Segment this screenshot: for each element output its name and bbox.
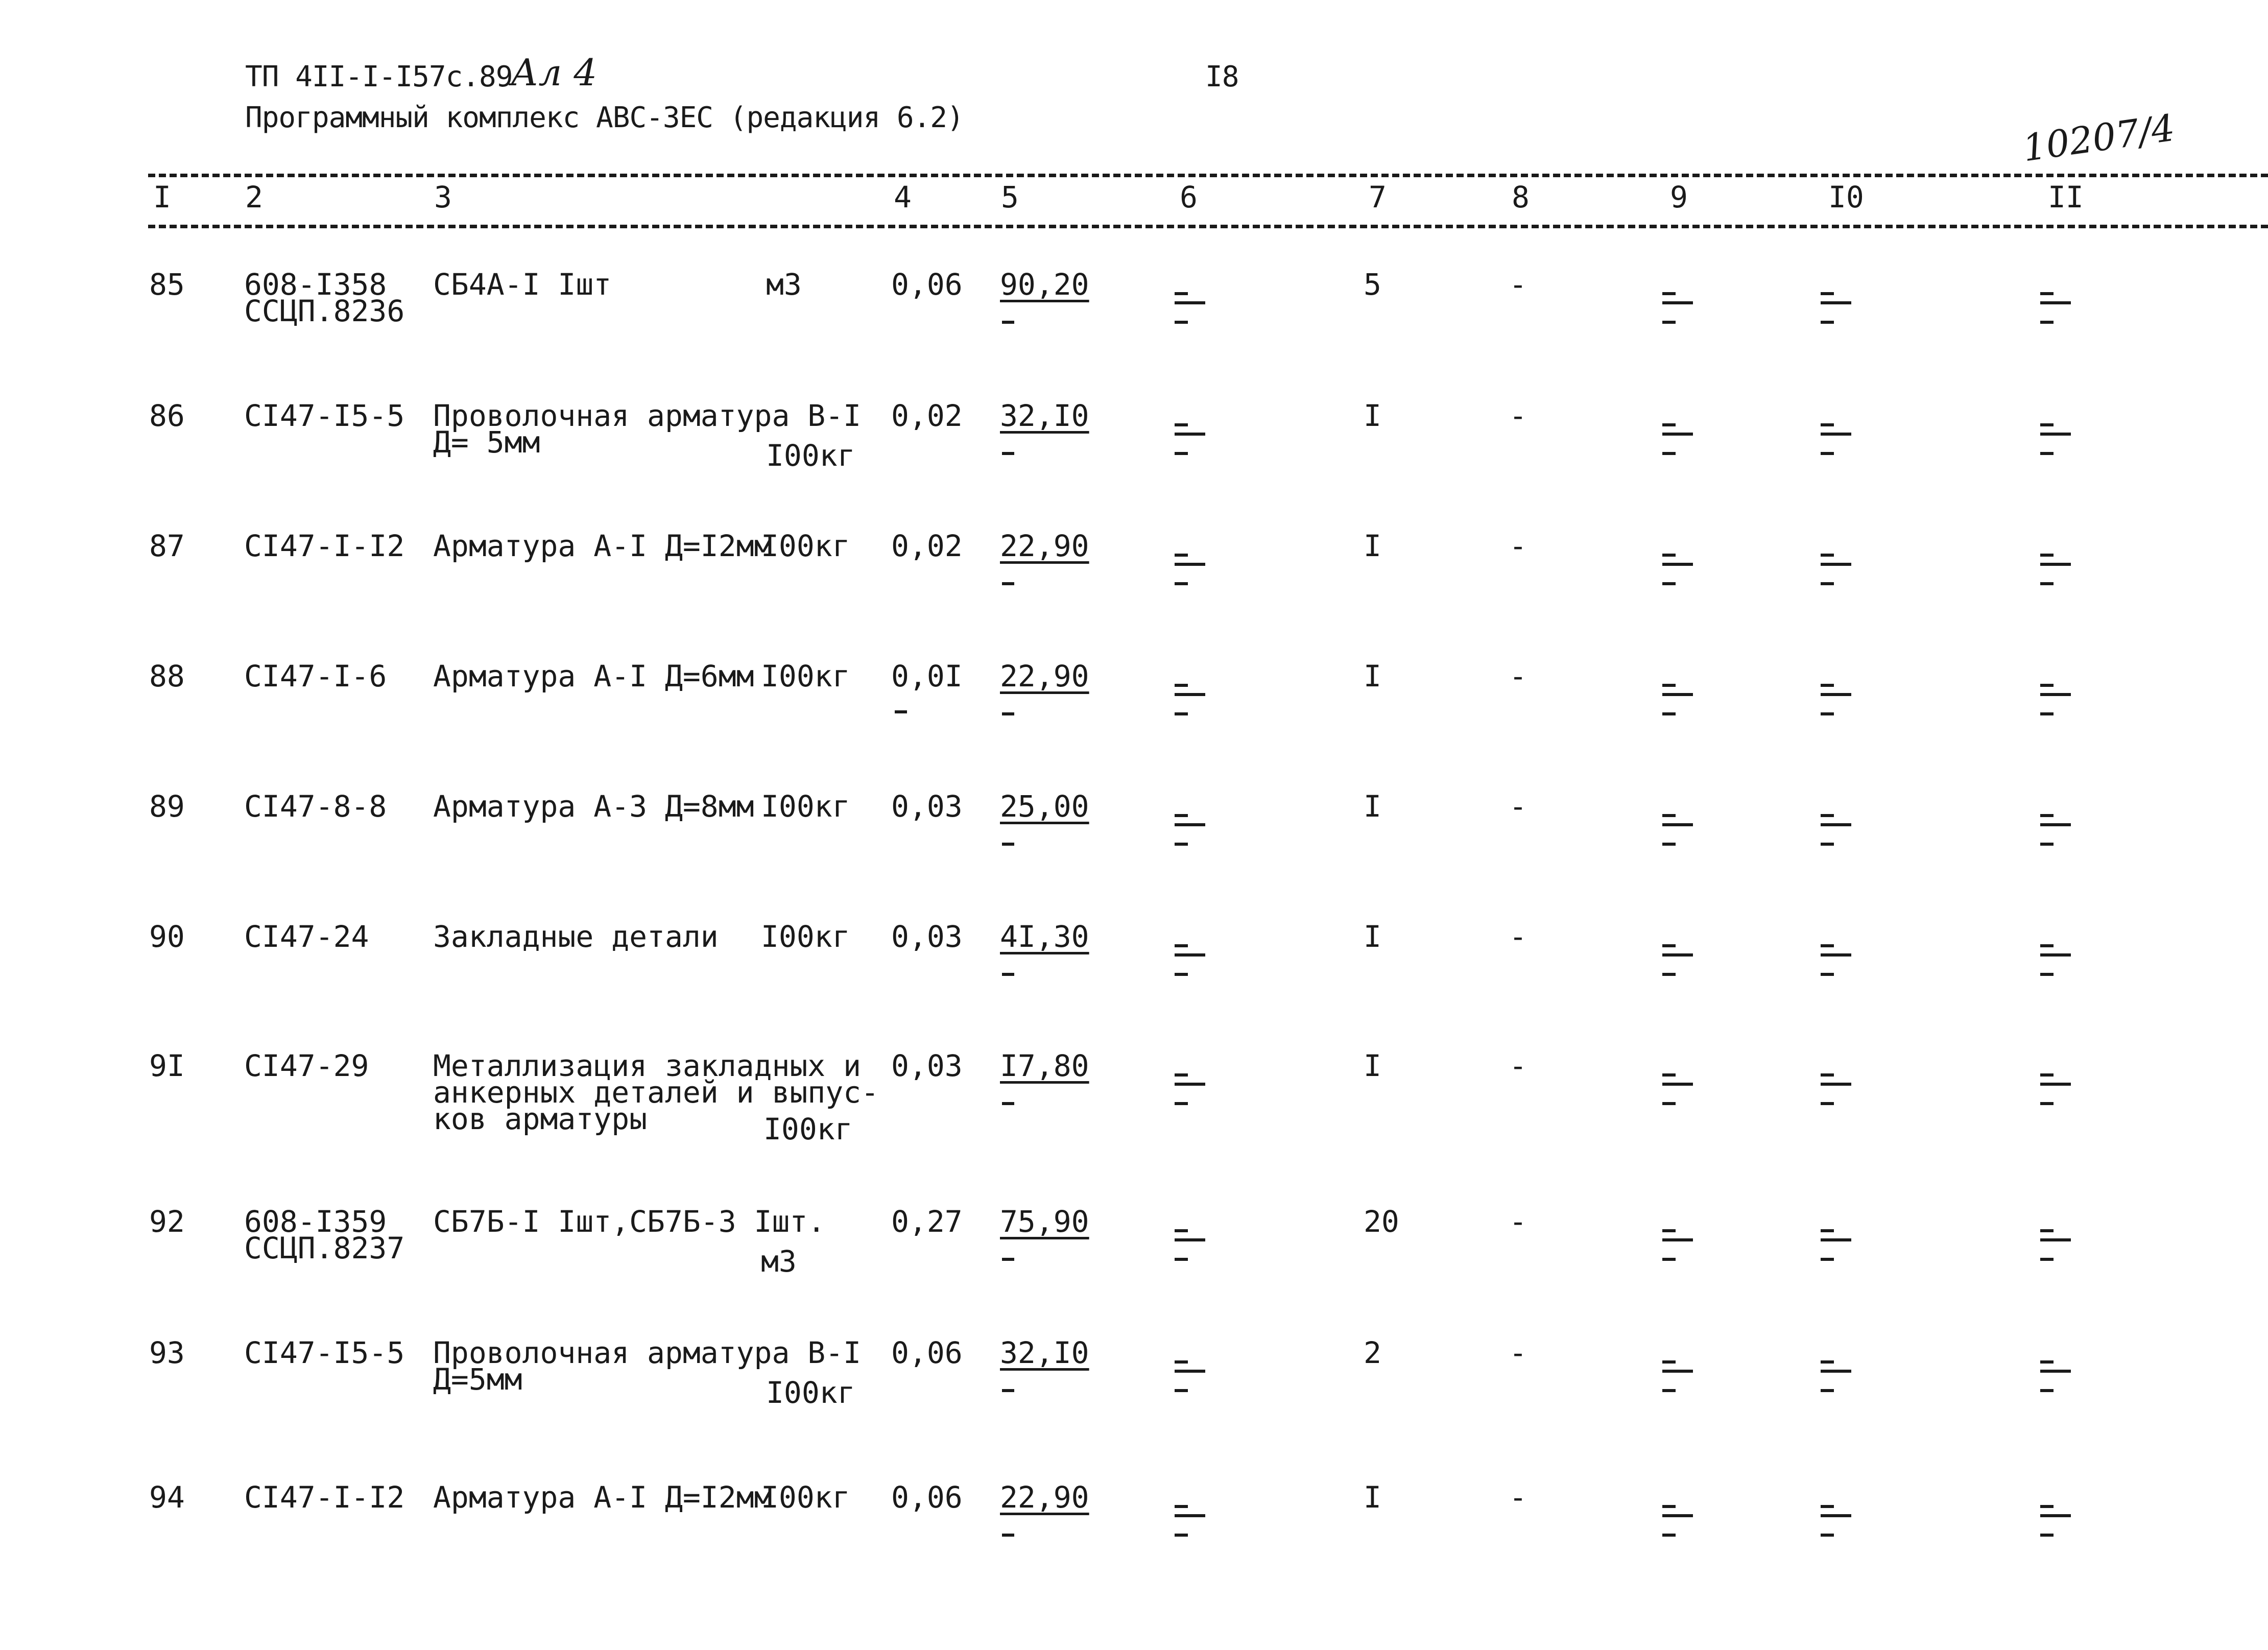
col11-dash-top xyxy=(2040,292,2054,295)
unit-price: 90,20 xyxy=(1000,267,1089,302)
col7-value: I xyxy=(1364,529,1381,563)
column-number: I0 xyxy=(1828,180,1864,214)
col6-dash-top xyxy=(1175,944,1188,947)
col10-underline xyxy=(1821,1238,1851,1241)
unit-of-measure: I00кг xyxy=(766,1375,855,1410)
col6-underline xyxy=(1175,1083,1205,1086)
col10-dash-bottom xyxy=(1821,973,1834,976)
col9-dash-bottom xyxy=(1662,712,1676,715)
col10-underline xyxy=(1821,301,1851,304)
price-sub-dash xyxy=(1002,1258,1014,1261)
work-description: Металлизация закладных и xyxy=(433,1048,862,1083)
col10-underline xyxy=(1821,1083,1851,1086)
col9-dash-top xyxy=(1662,554,1676,557)
col11-dash-top xyxy=(2040,1073,2054,1077)
unit-of-measure: I00кг xyxy=(766,438,855,473)
col9-underline xyxy=(1662,693,1693,696)
col10-dash-bottom xyxy=(1821,712,1834,715)
norm-code: СI47-I-I2 xyxy=(244,529,405,563)
norm-code: СI47-8-8 xyxy=(244,789,387,824)
col6-dash-top xyxy=(1175,292,1188,295)
work-description: Арматура А-I Д=6мм xyxy=(433,659,754,694)
unit-of-measure: м3 xyxy=(766,267,802,302)
column-number: 4 xyxy=(894,180,912,214)
handwritten-sheet-mark: Ал 4 xyxy=(511,51,598,94)
unit-price: 75,90 xyxy=(1000,1204,1089,1239)
col11-dash-top xyxy=(2040,423,2054,426)
col10-dash-top xyxy=(1821,423,1834,426)
col9-underline xyxy=(1662,1238,1693,1241)
price-sub-dash xyxy=(1002,1534,1014,1537)
unit-of-measure: I00кг xyxy=(761,659,850,694)
col9-underline xyxy=(1662,823,1693,826)
col8-value: - xyxy=(1509,1480,1527,1515)
col6-underline xyxy=(1175,823,1205,826)
price-sub-dash xyxy=(1002,712,1014,715)
col11-dash-top xyxy=(2040,1360,2054,1364)
col9-dash-top xyxy=(1662,1229,1676,1232)
col9-dash-bottom xyxy=(1662,1534,1676,1537)
col9-underline xyxy=(1662,1514,1693,1517)
col10-dash-top xyxy=(1821,1073,1834,1077)
col6-underline xyxy=(1175,1370,1205,1373)
norm-code: ССЦП.8237 xyxy=(244,1231,405,1265)
col7-value: I xyxy=(1364,1048,1381,1083)
col6-underline xyxy=(1175,953,1205,956)
col7-value: I xyxy=(1364,398,1381,433)
work-description: Д= 5мм xyxy=(433,425,540,460)
col9-dash-top xyxy=(1662,684,1676,687)
col6-dash-top xyxy=(1175,814,1188,817)
col11-underline xyxy=(2040,433,2071,436)
col7-value: I xyxy=(1364,919,1381,954)
col9-dash-top xyxy=(1662,423,1676,426)
row-number: 9I xyxy=(149,1048,185,1083)
work-description: Проволочная арматура В-I xyxy=(433,398,862,433)
work-description: Арматура А-3 Д=8мм xyxy=(433,789,754,824)
col6-underline xyxy=(1175,301,1205,304)
col10-dash-top xyxy=(1821,1505,1834,1508)
work-description: Закладные детали xyxy=(433,919,719,954)
quantity: 0,06 xyxy=(891,1335,963,1370)
quantity: 0,02 xyxy=(891,398,963,433)
col10-dash-bottom xyxy=(1821,1102,1834,1105)
col10-dash-bottom xyxy=(1821,582,1834,585)
work-description: ков арматуры xyxy=(433,1102,648,1136)
unit-price: 22,90 xyxy=(1000,529,1089,563)
col11-dash-bottom xyxy=(2040,973,2054,976)
row-number: 92 xyxy=(149,1204,185,1239)
col10-underline xyxy=(1821,953,1851,956)
col9-underline xyxy=(1662,301,1693,304)
col10-dash-bottom xyxy=(1821,321,1834,324)
header-top-rule xyxy=(148,174,2268,177)
unit-of-measure: I00кг xyxy=(761,1480,850,1515)
work-description: Проволочная арматура В-I xyxy=(433,1335,862,1370)
col6-dash-top xyxy=(1175,1229,1188,1232)
col9-underline xyxy=(1662,953,1693,956)
quantity-sub-dash xyxy=(895,710,907,713)
col8-value: - xyxy=(1509,398,1527,433)
norm-code: СI47-I5-5 xyxy=(244,398,405,433)
work-description: Арматура А-I Д=I2мм xyxy=(433,529,772,563)
col6-underline xyxy=(1175,433,1205,436)
col10-dash-top xyxy=(1821,292,1834,295)
col6-dash-top xyxy=(1175,684,1188,687)
col6-dash-top xyxy=(1175,554,1188,557)
price-sub-dash xyxy=(1002,973,1014,976)
col9-dash-bottom xyxy=(1662,1258,1676,1261)
col9-dash-top xyxy=(1662,814,1676,817)
column-number: 6 xyxy=(1180,180,1198,214)
norm-code: СI47-29 xyxy=(244,1048,369,1083)
col11-dash-bottom xyxy=(2040,582,2054,585)
col7-value: I xyxy=(1364,659,1381,694)
col11-dash-top xyxy=(2040,814,2054,817)
row-number: 94 xyxy=(149,1480,185,1515)
column-number: II xyxy=(2048,180,2084,214)
col8-value: - xyxy=(1509,1048,1527,1083)
col9-dash-bottom xyxy=(1662,452,1676,455)
col10-underline xyxy=(1821,1370,1851,1373)
col7-value: 20 xyxy=(1364,1204,1399,1239)
col11-underline xyxy=(2040,301,2071,304)
col6-dash-bottom xyxy=(1175,973,1188,976)
col11-dash-top xyxy=(2040,1505,2054,1508)
col6-dash-top xyxy=(1175,423,1188,426)
col11-dash-bottom xyxy=(2040,1534,2054,1537)
col11-dash-bottom xyxy=(2040,1102,2054,1105)
unit-of-measure: I00кг xyxy=(761,529,850,563)
col9-dash-bottom xyxy=(1662,321,1676,324)
col11-underline xyxy=(2040,1083,2071,1086)
col6-dash-bottom xyxy=(1175,582,1188,585)
column-number: 3 xyxy=(434,180,452,214)
col6-underline xyxy=(1175,1238,1205,1241)
col11-underline xyxy=(2040,563,2071,566)
col6-underline xyxy=(1175,563,1205,566)
norm-code: СI47-24 xyxy=(244,919,369,954)
work-description: анкерных деталей и выпус- xyxy=(433,1075,879,1110)
col11-underline xyxy=(2040,1514,2071,1517)
col9-dash-bottom xyxy=(1662,843,1676,846)
col7-value: 2 xyxy=(1364,1335,1381,1370)
col10-underline xyxy=(1821,563,1851,566)
unit-price: 32,I0 xyxy=(1000,398,1089,433)
unit-of-measure: I00кг xyxy=(761,789,850,824)
col10-underline xyxy=(1821,693,1851,696)
col10-dash-top xyxy=(1821,554,1834,557)
col9-underline xyxy=(1662,1370,1693,1373)
quantity: 0,0I xyxy=(891,659,963,694)
col11-dash-top xyxy=(2040,554,2054,557)
norm-code: СI47-I5-5 xyxy=(244,1335,405,1370)
col11-dash-top xyxy=(2040,684,2054,687)
col7-value: I xyxy=(1364,789,1381,824)
col9-dash-top xyxy=(1662,1505,1676,1508)
col9-dash-bottom xyxy=(1662,1389,1676,1392)
work-description: СБ7Б-I Iшт,СБ7Б-3 Iшт. xyxy=(433,1204,826,1239)
col9-dash-top xyxy=(1662,1360,1676,1364)
unit-price: I7,80 xyxy=(1000,1048,1089,1083)
unit-price: 25,00 xyxy=(1000,789,1089,824)
col11-underline xyxy=(2040,1238,2071,1241)
col10-dash-top xyxy=(1821,1360,1834,1364)
col10-underline xyxy=(1821,823,1851,826)
col10-dash-bottom xyxy=(1821,1258,1834,1261)
col6-dash-bottom xyxy=(1175,712,1188,715)
norm-code: ССЦП.8236 xyxy=(244,294,405,328)
quantity: 0,03 xyxy=(891,789,963,824)
col9-dash-top xyxy=(1662,292,1676,295)
col6-dash-top xyxy=(1175,1505,1188,1508)
col9-dash-bottom xyxy=(1662,973,1676,976)
column-number: I xyxy=(153,180,171,214)
col9-underline xyxy=(1662,433,1693,436)
col10-dash-bottom xyxy=(1821,452,1834,455)
col11-underline xyxy=(2040,953,2071,956)
unit-price: 4I,30 xyxy=(1000,919,1089,954)
col6-dash-bottom xyxy=(1175,1389,1188,1392)
col9-dash-top xyxy=(1662,1073,1676,1077)
row-number: 85 xyxy=(149,267,185,302)
col7-value: I xyxy=(1364,1480,1381,1515)
handwritten-inventory-number: 10207/4 xyxy=(2020,106,2178,170)
col6-dash-bottom xyxy=(1175,452,1188,455)
col6-dash-bottom xyxy=(1175,843,1188,846)
col11-dash-bottom xyxy=(2040,321,2054,324)
column-number: 5 xyxy=(1001,180,1019,214)
col11-dash-bottom xyxy=(2040,843,2054,846)
price-sub-dash xyxy=(1002,452,1014,455)
column-number: 7 xyxy=(1369,180,1387,214)
column-number: 9 xyxy=(1670,180,1688,214)
price-sub-dash xyxy=(1002,843,1014,846)
norm-code: СI47-I-6 xyxy=(244,659,387,694)
header-bottom-rule xyxy=(148,225,2268,228)
unit-price: 22,90 xyxy=(1000,1480,1089,1515)
col11-underline xyxy=(2040,823,2071,826)
col10-dash-bottom xyxy=(1821,1389,1834,1392)
col8-value: - xyxy=(1509,919,1527,954)
col10-dash-top xyxy=(1821,944,1834,947)
col8-value: - xyxy=(1509,1204,1527,1239)
row-number: 93 xyxy=(149,1335,185,1370)
col10-underline xyxy=(1821,433,1851,436)
price-sub-dash xyxy=(1002,1102,1014,1105)
quantity: 0,02 xyxy=(891,529,963,563)
row-number: 88 xyxy=(149,659,185,694)
col10-dash-top xyxy=(1821,814,1834,817)
row-number: 87 xyxy=(149,529,185,563)
column-number: 8 xyxy=(1512,180,1530,214)
col6-dash-bottom xyxy=(1175,321,1188,324)
quantity: 0,06 xyxy=(891,1480,963,1515)
page-number: I8 xyxy=(1205,60,1239,93)
col6-dash-top xyxy=(1175,1360,1188,1364)
col6-dash-bottom xyxy=(1175,1102,1188,1105)
norm-code: СI47-I-I2 xyxy=(244,1480,405,1515)
row-number: 90 xyxy=(149,919,185,954)
price-sub-dash xyxy=(1002,321,1014,324)
row-number: 86 xyxy=(149,398,185,433)
quantity: 0,06 xyxy=(891,267,963,302)
col8-value: - xyxy=(1509,1335,1527,1370)
work-description: СБ4А-I Iшт xyxy=(433,267,612,302)
col9-underline xyxy=(1662,563,1693,566)
column-number: 2 xyxy=(245,180,263,214)
col10-dash-bottom xyxy=(1821,843,1834,846)
col11-dash-top xyxy=(2040,1229,2054,1232)
unit-price: 32,I0 xyxy=(1000,1335,1089,1370)
unit-price: 22,90 xyxy=(1000,659,1089,694)
col10-underline xyxy=(1821,1514,1851,1517)
col11-dash-bottom xyxy=(2040,452,2054,455)
work-description: Д=5мм xyxy=(433,1362,522,1397)
document-code: ТП 4II-I-I57с.89 xyxy=(245,60,513,93)
price-sub-dash xyxy=(1002,1389,1014,1392)
unit-of-measure: I00кг xyxy=(761,919,850,954)
work-description: Арматура А-I Д=I2мм xyxy=(433,1480,772,1515)
col9-dash-bottom xyxy=(1662,1102,1676,1105)
quantity: 0,27 xyxy=(891,1204,963,1239)
col6-dash-bottom xyxy=(1175,1258,1188,1261)
col6-underline xyxy=(1175,1514,1205,1517)
norm-code: 608-I358 xyxy=(244,267,387,302)
col10-dash-top xyxy=(1821,684,1834,687)
col9-dash-top xyxy=(1662,944,1676,947)
col6-underline xyxy=(1175,693,1205,696)
col9-dash-bottom xyxy=(1662,582,1676,585)
row-number: 89 xyxy=(149,789,185,824)
price-sub-dash xyxy=(1002,582,1014,585)
col8-value: - xyxy=(1509,789,1527,824)
unit-of-measure: м3 xyxy=(761,1244,797,1279)
col6-dash-bottom xyxy=(1175,1534,1188,1537)
col8-value: - xyxy=(1509,659,1527,694)
col9-underline xyxy=(1662,1083,1693,1086)
col10-dash-top xyxy=(1821,1229,1834,1232)
col6-dash-top xyxy=(1175,1073,1188,1077)
col11-dash-bottom xyxy=(2040,712,2054,715)
col11-underline xyxy=(2040,693,2071,696)
col11-underline xyxy=(2040,1370,2071,1373)
program-title: Программный комплекс АВС-3ЕС (редакция 6.2) xyxy=(245,101,964,134)
unit-of-measure: I00кг xyxy=(763,1112,853,1146)
col10-dash-bottom xyxy=(1821,1534,1834,1537)
quantity: 0,03 xyxy=(891,919,963,954)
col7-value: 5 xyxy=(1364,267,1381,302)
col8-value: - xyxy=(1509,267,1527,302)
col11-dash-top xyxy=(2040,944,2054,947)
col8-value: - xyxy=(1509,529,1527,563)
norm-code: 608-I359 xyxy=(244,1204,387,1239)
col11-dash-bottom xyxy=(2040,1258,2054,1261)
col11-dash-bottom xyxy=(2040,1389,2054,1392)
quantity: 0,03 xyxy=(891,1048,963,1083)
